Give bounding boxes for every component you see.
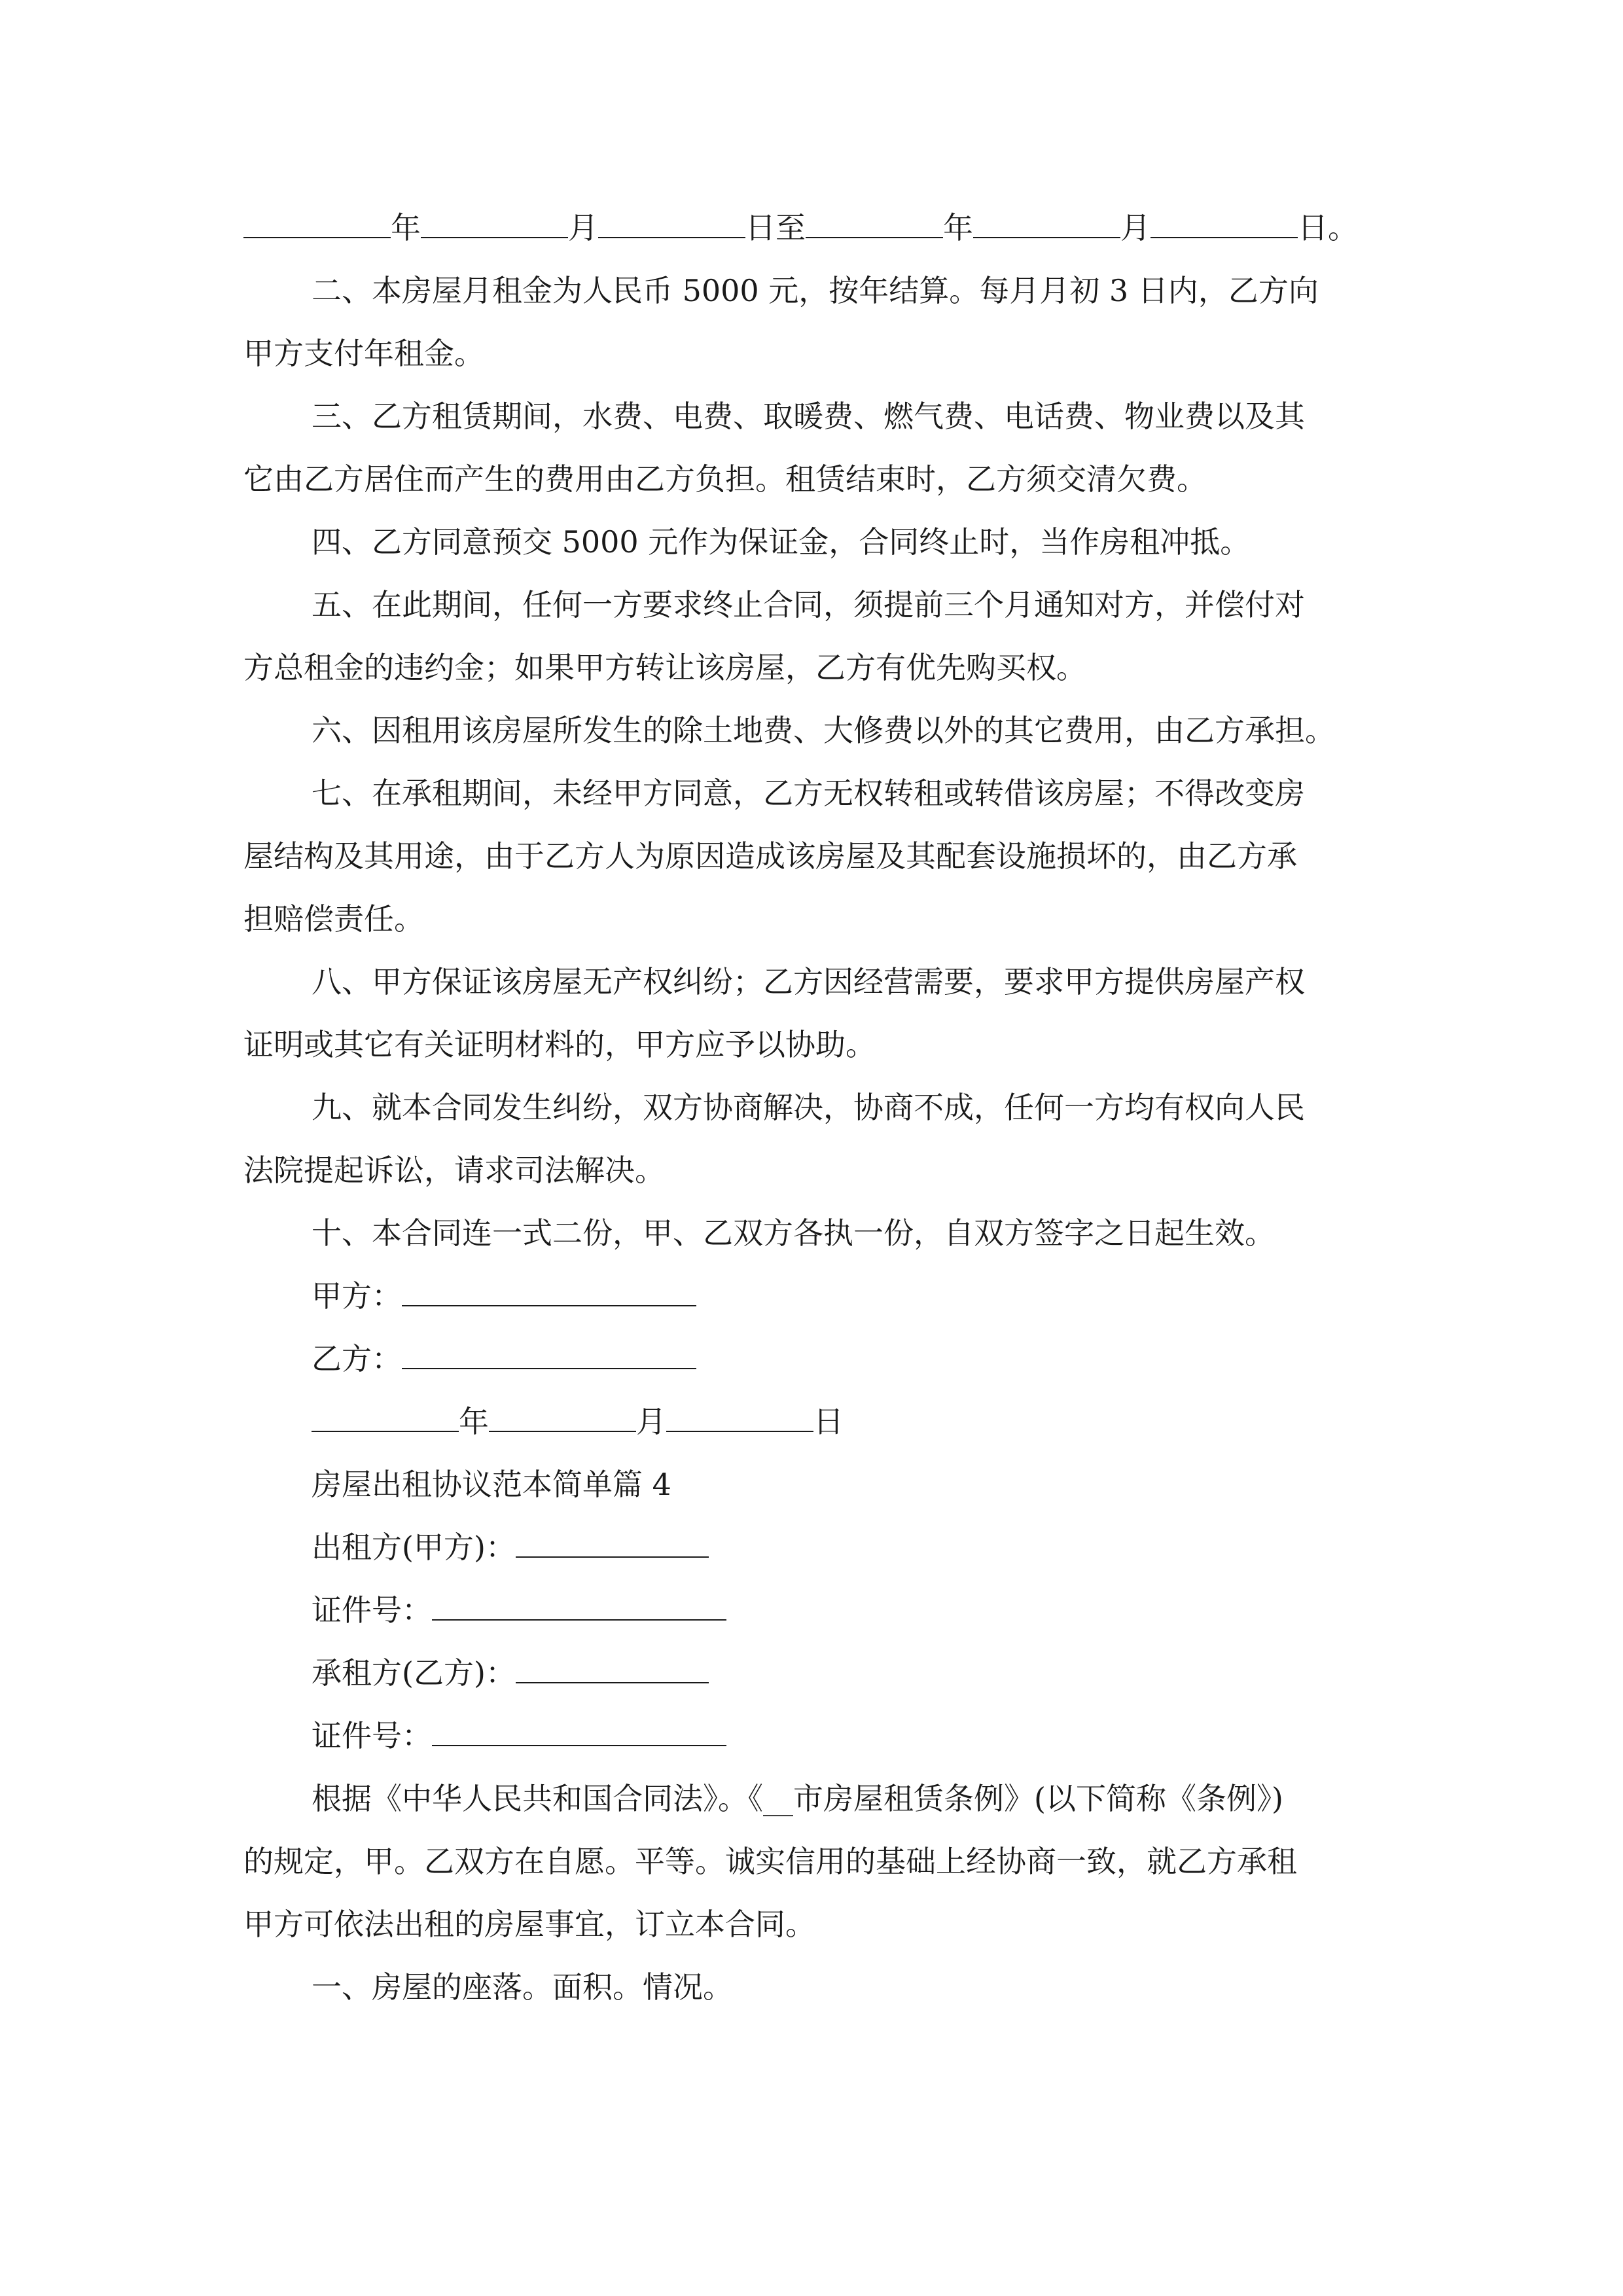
clause-4-line-1: 四、乙方同意预交 5000 元作为保证金，合同终止时，当作房租冲抵。 bbox=[312, 524, 1251, 560]
party-a-signature: 甲方： bbox=[312, 1275, 1463, 1317]
clause-7-line-3: 担赔偿责任。 bbox=[243, 901, 424, 937]
blank-line bbox=[806, 211, 943, 238]
clause-6-line-1: 六、因租用该房屋所发生的除土地费、大修费以外的其它费用，由乙方承担。 bbox=[312, 713, 1335, 748]
clause-7-line-1: 七、在承租期间，未经甲方同意，乙方无权转租或转借该房屋；不得改变房 bbox=[312, 776, 1305, 811]
blank-line bbox=[432, 1719, 726, 1746]
lease-date-range: 年 月 日至 年 月 日。 bbox=[243, 207, 1395, 249]
lessee-id-field: 证件号： bbox=[312, 1715, 1463, 1757]
clause-5-line-1: 五、在此期间，任何一方要求终止合同，须提前三个月通知对方，并偿付对 bbox=[312, 587, 1305, 622]
clause-5-line-2: 方总租金的违约金；如果甲方转让该房屋，乙方有优先购买权。 bbox=[243, 650, 1086, 685]
clause-3-line-1: 三、乙方租赁期间，水费、电费、取暖费、燃气费、电话费、物业费以及其 bbox=[312, 399, 1305, 434]
intro-line-3: 甲方可依法出租的房屋事宜，订立本合同。 bbox=[243, 1907, 815, 1942]
clause-2-line-2: 甲方支付年租金。 bbox=[243, 336, 484, 371]
blank-line bbox=[666, 1405, 813, 1432]
clause-7-line-2: 屋结构及其用途，由于乙方人为原因造成该房屋及其配套设施损坏的，由乙方承 bbox=[243, 838, 1297, 874]
blank-line bbox=[1150, 211, 1298, 238]
party-b-signature: 乙方： bbox=[312, 1338, 1463, 1380]
lessor-id-field: 证件号： bbox=[312, 1589, 1463, 1631]
blank-line bbox=[973, 211, 1120, 238]
section-title: 房屋出租协议范本简单篇 4 bbox=[312, 1467, 671, 1502]
clause-9-line-1: 九、就本合同发生纠纷，双方协商解决，协商不成，任何一方均有权向人民 bbox=[312, 1090, 1305, 1125]
clause-10-line-1: 十、本合同连一式二份，甲、乙双方各执一份，自双方签字之日起生效。 bbox=[312, 1215, 1275, 1251]
lessor-field: 出租方(甲方)： bbox=[312, 1526, 1463, 1568]
item-1-heading: 一、房屋的座落。面积。情况。 bbox=[312, 1969, 733, 2005]
clause-9-line-2: 法院提起诉讼，请求司法解决。 bbox=[243, 1153, 665, 1188]
clause-3-line-2: 它由乙方居住而产生的费用由乙方负担。租赁结束时，乙方须交清欠费。 bbox=[243, 461, 1207, 497]
blank-line bbox=[312, 1405, 459, 1432]
blank-line bbox=[432, 1593, 726, 1621]
blank-line bbox=[421, 211, 568, 238]
blank-line bbox=[243, 211, 391, 238]
clause-8-line-1: 八、甲方保证该房屋无产权纠纷；乙方因经营需要，要求甲方提供房屋产权 bbox=[312, 964, 1305, 999]
signature-line bbox=[402, 1342, 696, 1369]
intro-line-1: 根据《中华人民共和国合同法》。《__市房屋租赁条例》(以下简称《条例》) bbox=[312, 1781, 1283, 1816]
clause-2-line-1: 二、本房屋月租金为人民币 5000 元，按年结算。每月月初 3 日内，乙方向 bbox=[312, 273, 1319, 308]
blank-line bbox=[598, 211, 745, 238]
signing-date: 年 月 日 bbox=[312, 1401, 1463, 1443]
blank-line bbox=[516, 1530, 709, 1558]
signature-line bbox=[402, 1279, 696, 1306]
lessee-field: 承租方(乙方)： bbox=[312, 1652, 1463, 1694]
blank-line bbox=[516, 1656, 709, 1683]
blank-line bbox=[489, 1405, 636, 1432]
clause-8-line-2: 证明或其它有关证明材料的，甲方应予以协助。 bbox=[243, 1027, 876, 1062]
intro-line-2: 的规定，甲。乙双方在自愿。平等。诚实信用的基础上经协商一致，就乙方承租 bbox=[243, 1844, 1297, 1879]
